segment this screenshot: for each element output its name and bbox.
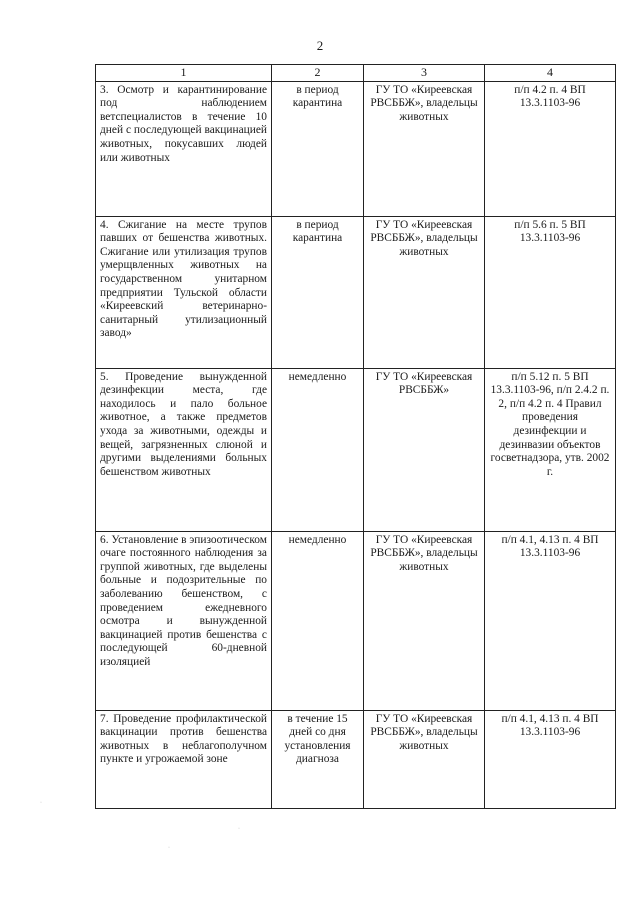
responsible-cell: ГУ ТО «Киреевская РВСББЖ», владельцы животных [364,710,485,808]
scan-speck: · [40,800,42,806]
timing-cell: немедленно [272,368,364,531]
measure-cell: 3. Осмотр и карантинирование под наблюдением ветспециалистов в течение 10 дней с последующей вакцинацией животных, покусавших людей или животных [96,81,272,216]
responsible-cell: ГУ ТО «Киреевская РВСББЖ», владельцы животных [364,81,485,216]
measure-cell: 7. Проведение профилактической вакцинации против бешенства животных в неблагополучном пункте и угрожаемой зоне [96,710,272,808]
responsible-cell: ГУ ТО «Киреевская РВСББЖ», владельцы животных [364,531,485,710]
table-row [96,81,616,216]
table-row [96,531,616,710]
measure-cell: 6. Установление в эпизоотическом очаге постоянного наблюдения за группой животных, где выделены больные и подозрительные по заболеванию бешенством, с проведением ежедневного осмотра и вынужденной вакцинацией против бешенства с последующей 60-дневной изоляцией [96,531,272,710]
responsible-cell: ГУ ТО «Киреевская РВСББЖ» [364,368,485,531]
table-row [96,216,616,368]
table-header-row [96,65,616,82]
page-number: 2 [316,38,324,53]
column-header-2: 2 [272,65,364,82]
timing-cell: в период карантина [272,81,364,216]
timing-cell: в течение 15 дней со дня установления диагноза [272,710,364,808]
measure-cell: 5. Проведение вынужденной дезинфекции места, где находилось и пало больное животное, а также предметов ухода за животными, одежды и вещей, загрязненных слюной и другими выделениями больных бешенством животных [96,368,272,531]
timing-cell: в период карантина [272,216,364,368]
scan-speck: · [238,826,240,832]
scan-speck: · [168,845,170,851]
reference-cell: п/п 4.1, 4.13 п. 4 ВП 13.3.1103-96 [485,710,616,808]
column-header-3: 3 [364,65,485,82]
reference-cell: п/п 5.12 п. 5 ВП 13.3.1103-96, п/п 2.4.2 п. 2, п/п 4.2 п. 4 Правил проведения дезинфекции и дезинвазии объектов госветнадзора, утв. 2002 г. [485,368,616,531]
column-header-4: 4 [485,65,616,82]
column-header-1: 1 [96,65,272,82]
measure-cell: 4. Сжигание на месте трупов павших от бешенства животных. Сжигание или утилизация трупов умерщвленных животных на государственном унитарном предприятии Тульской области «Киреевский ветеринарно-санитарный утилизационный завод» [96,216,272,368]
table-row [96,368,616,531]
measures-table [95,64,616,809]
reference-cell: п/п 5.6 п. 5 ВП 13.3.1103-96 [485,216,616,368]
reference-cell: п/п 4.1, 4.13 п. 4 ВП 13.3.1103-96 [485,531,616,710]
reference-cell: п/п 4.2 п. 4 ВП 13.3.1103-96 [485,81,616,216]
responsible-cell: ГУ ТО «Киреевская РВСББЖ», владельцы животных [364,216,485,368]
table-row [96,710,616,808]
timing-cell: немедленно [272,531,364,710]
